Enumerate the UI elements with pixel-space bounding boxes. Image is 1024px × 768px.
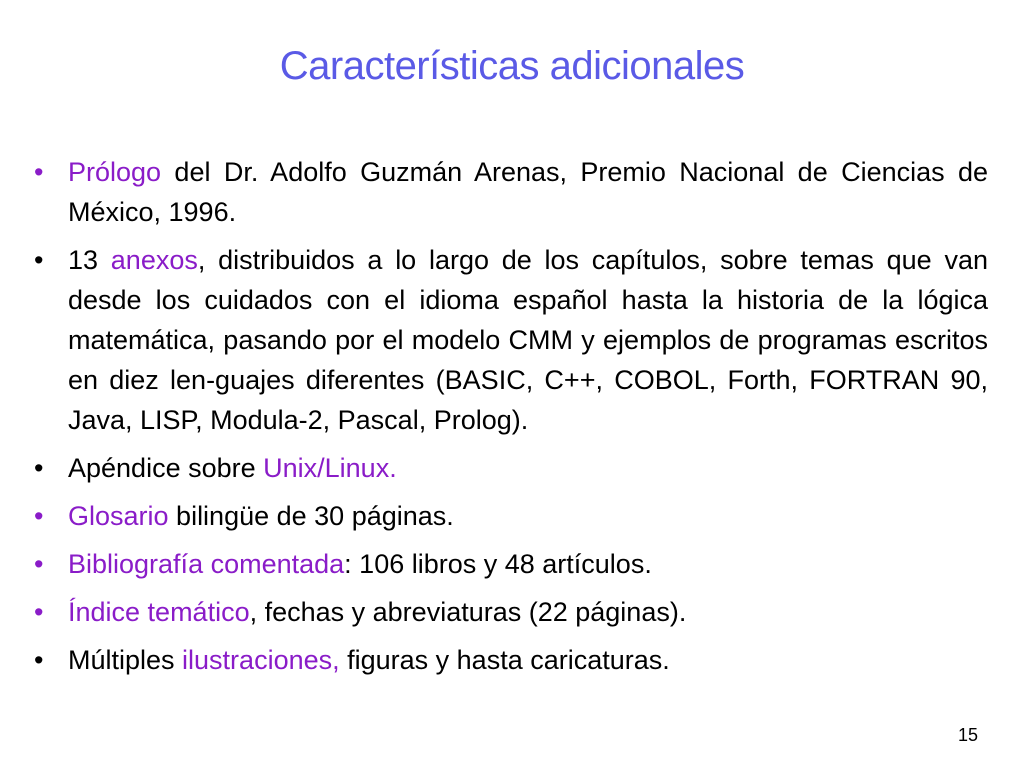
bullet-item (34, 240, 988, 440)
bullet-text-segment: bilingüe de 30 páginas. (168, 501, 454, 531)
bullet-item (34, 592, 988, 632)
bullet-dot-icon: • (34, 597, 44, 627)
bullet-text (68, 157, 988, 227)
highlighted-term: Glosario (68, 501, 169, 531)
bullet-dot-icon: • (34, 157, 44, 187)
bullet-text-segment: del Dr. Adolfo Guzmán Arenas, Premio Nacional de Ciencias de México, 1996. (68, 157, 988, 227)
bullet-text-segment: Apéndice sobre (68, 453, 264, 483)
bullet-item (34, 640, 988, 680)
bullet-text (68, 597, 686, 627)
bullet-dot-icon: • (34, 549, 44, 579)
bullet-text-segment: : 106 libros y 48 artículos. (344, 549, 652, 579)
bullet-text (68, 645, 670, 675)
highlighted-term: Prólogo (68, 157, 162, 187)
highlighted-term: anexos (110, 245, 198, 275)
bullet-text (68, 549, 652, 579)
bullet-item (34, 152, 988, 232)
bullet-item (34, 496, 988, 536)
bullet-dot-icon: • (34, 453, 44, 483)
bullet-item (34, 448, 988, 488)
bullet-text (68, 453, 397, 483)
bullet-text-segment: , fechas y abreviaturas (22 páginas). (249, 597, 687, 627)
highlighted-term: Índice temático (68, 597, 250, 627)
bullet-text-segment: , distribuidos a lo largo de los capítulos, sobre temas que van desde los cuidados con el idioma español hasta la historia de la lógica matemática, pasando por el modelo CMM y ejemplos de programas escritos en diez len-guajes diferentes (BASIC, C++, COBOL, Forth, FORTRAN 90, Java, LISP, Modula-2, Pascal, Prolog). (68, 245, 988, 435)
bullet-dot-icon: • (34, 245, 44, 275)
highlighted-term: Unix/Linux. (263, 453, 397, 483)
highlighted-term: Bibliografía comentada (68, 549, 345, 579)
bullet-text-segment: 13 (68, 245, 111, 275)
bullet-list (34, 152, 988, 688)
bullet-dot-icon: • (34, 501, 44, 531)
bullet-dot-icon: • (34, 645, 44, 675)
slide-title: Características adicionales (279, 44, 745, 88)
bullet-text-segment: figuras y hasta caricaturas. (339, 645, 670, 675)
bullet-text-segment: Múltiples (68, 645, 183, 675)
bullet-text (68, 245, 988, 435)
bullet-item (34, 544, 988, 584)
highlighted-term: ilustraciones, (182, 645, 340, 675)
bullet-text (68, 501, 454, 531)
page-number: 15 (957, 725, 978, 745)
